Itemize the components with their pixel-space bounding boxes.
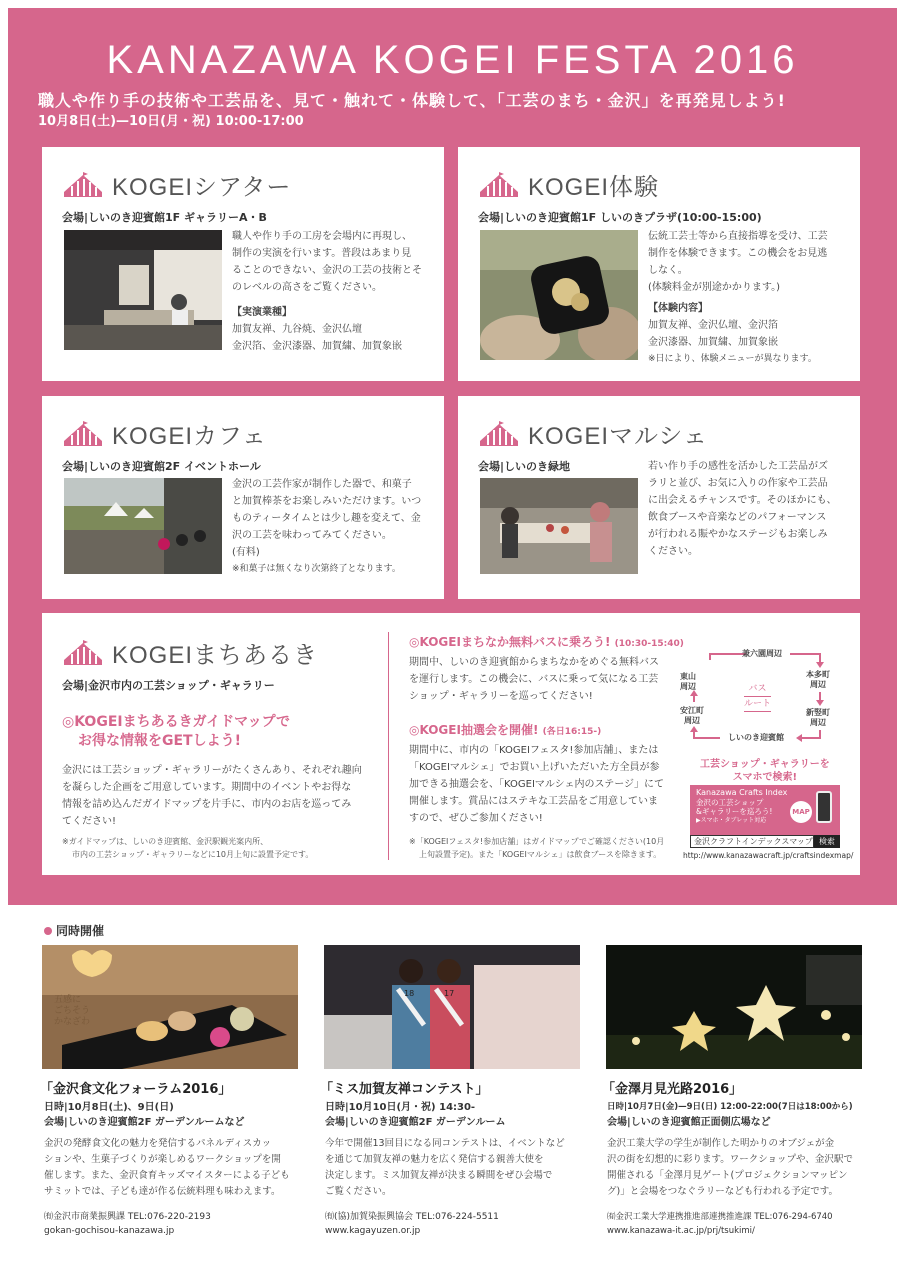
experience-line: 伝統工芸士等から直接指導を受け、工芸 xyxy=(648,231,828,242)
bus-stop-shintatemachi xyxy=(806,708,830,728)
bus-line: ショップ・ギャラリーを巡ってください! xyxy=(409,691,593,702)
guide-line: 金沢には工芸ショップ・ギャラリーがたくさんあり、それぞれ趣向 xyxy=(62,765,362,776)
bus-line: 期間中、しいのき迎賓館からまちなかをめぐる無料バス xyxy=(409,657,659,668)
event-description xyxy=(325,1136,565,1200)
event-contact-line: ㈲(協)加賀染振興協会 TEL:076-224-5511 xyxy=(325,1212,499,1222)
bus-stop-label: 周辺 xyxy=(680,682,696,691)
guide-note-line: 市内の工芸ショップ・ギャラリーなどに10月上旬に設置予定です。 xyxy=(72,850,314,859)
event-date: 日時|10月8日(土)、9日(日) xyxy=(44,1102,174,1113)
map-badge: MAP xyxy=(790,801,812,823)
lottery-note-line: 上旬設置予定)。また「KOGEIマルシェ」は飲食ブースを除きます。 xyxy=(419,850,662,859)
theater-item: 加賀友禅、九谷焼、金沢仏壇 xyxy=(232,324,362,335)
crafts-index-url[interactable]: http://www.kanazawacraft.jp/craftsindexmap/ xyxy=(683,851,854,860)
experience-item: 加賀友禅、金沢仏壇、金沢箔 xyxy=(648,320,778,331)
marche-line: ラリと並び、お気に入りの作家や工芸品 xyxy=(648,478,828,489)
event-meta xyxy=(44,1100,244,1130)
lottery-heading-text: ◎KOGEI抽選会を開催! xyxy=(409,723,539,737)
marche-name: KOGEIマルシェ xyxy=(528,423,708,450)
cafe-line: と加賀棒茶をお楽しみいただけます。いつ xyxy=(232,496,422,507)
guide-description xyxy=(62,762,362,830)
experience-line: しなく。 xyxy=(648,265,688,276)
event-body-line: 決定します。ミス加賀友禅が決まる瞬間をぜひ会場で xyxy=(325,1170,553,1181)
search-term[interactable]: 金沢クラフトインデックスマップ xyxy=(690,835,814,848)
sash-number-right: 17 xyxy=(444,989,455,998)
event-description xyxy=(607,1136,853,1200)
event-title: 「ミス加賀友禅コンテスト」 xyxy=(320,1082,489,1097)
cafe-line: ものティータイムとは少し趣を変えて、金 xyxy=(232,513,421,524)
cafe-name: KOGEIカフェ xyxy=(112,423,267,450)
cafe-line: ※和菓子は無くなり次第終了となります。 xyxy=(232,564,401,574)
theater-line: ることのできない、金沢の工芸の技術とそ xyxy=(232,265,422,276)
machiaruki-logo xyxy=(62,635,318,670)
lottery-line: 期間中に、市内の「KOGEIフェスタ!参加店舗」、または xyxy=(409,745,659,756)
shop-cta-line: スマホで検索! xyxy=(732,772,798,783)
tent-icon xyxy=(62,640,104,666)
bullet-dot-icon xyxy=(44,927,52,935)
theater-card xyxy=(42,147,444,381)
guide-heading-line: お得な情報をGETしよう! xyxy=(78,733,241,749)
event-venue: 会場|しいのき迎賓館2F ガーデンルームなど xyxy=(44,1117,245,1128)
event-body-line: 催します。また、金沢食育キッズマイスターによる子ども xyxy=(44,1170,290,1181)
tent-icon xyxy=(62,421,104,447)
marche-line: ください。 xyxy=(648,546,698,557)
crafts-index-copy-line: &ギャラリーを巡ろう! xyxy=(696,807,773,816)
lottery-note xyxy=(409,835,664,861)
bus-description xyxy=(409,654,659,705)
event-meta xyxy=(607,1100,853,1130)
route-label-line: バス xyxy=(744,682,771,697)
lottery-time: (各日16:15-) xyxy=(542,727,602,737)
crafts-index-copy xyxy=(696,798,772,825)
bus-heading xyxy=(409,633,684,650)
event-title: 「金沢食文化フォーラム2016」 xyxy=(40,1082,232,1097)
tent-icon xyxy=(62,172,104,198)
theater-subhead: 【実演業種】 xyxy=(232,307,292,318)
photo-caption-line: 五感に xyxy=(54,995,82,1005)
tagline: 職人や作り手の技術や工芸品を、見て・触れて・体験して、「工芸のまち・金沢」を再発見しよう! xyxy=(38,91,786,110)
guide-line: を凝らした企画をご用意しています。期間中のイベントやお得な xyxy=(62,782,352,793)
guide-note xyxy=(62,835,313,861)
bus-stop-hondamachi xyxy=(806,670,830,690)
event-contact xyxy=(607,1210,833,1238)
event-body-line: 金沢の発酵食文化の魅力を発信するパネルディスカッ xyxy=(44,1138,272,1149)
bus-time: (10:30-15:40) xyxy=(614,639,684,649)
event-contact xyxy=(44,1210,211,1238)
lottery-line: 開催します。賞品にはステキな工芸品をご用意していま xyxy=(409,796,658,807)
cafe-line: (有料) xyxy=(232,547,260,558)
machiaruki-name: KOGEIまちあるき xyxy=(112,642,319,669)
crafts-index-sub: ▶スマホ・タブレット対応 xyxy=(696,817,767,824)
bus-stop-shiinoki: しいのき迎賓館 xyxy=(728,733,784,742)
bus-stop-label: 新竪町 xyxy=(806,708,830,717)
event-meta xyxy=(325,1100,505,1130)
event-date: 日時|10月7日(金)—9日(日) 12:00-22:00(7日は18:00から) xyxy=(607,1102,853,1112)
machiaruki-venue: 会場|金沢市内の工芸ショップ・ギャラリー xyxy=(62,679,275,692)
event-url[interactable]: gokan-gochisou-kanazawa.jp xyxy=(44,1226,175,1236)
theater-name: KOGEIシアター xyxy=(112,174,292,201)
cafe-venue: 会場|しいのき迎賓館2F イベントホール xyxy=(62,460,261,473)
bus-stop-label: 周辺 xyxy=(684,716,700,725)
cafe-card xyxy=(42,396,444,599)
marche-photo xyxy=(480,478,638,574)
bus-stop-higashiyama xyxy=(680,672,696,692)
marche-venue: 会場|しいのき緑地 xyxy=(478,460,571,473)
event-url[interactable]: www.kagayuzen.or.jp xyxy=(325,1226,421,1236)
event-dates: 10月8日(土)—10日(月・祝) 10:00-17:00 xyxy=(38,114,304,129)
bus-stop-label: 東山 xyxy=(680,672,696,681)
theater-line: 制作の実演を行います。普段はあまり見 xyxy=(232,248,412,259)
theater-photo xyxy=(64,230,222,350)
food-forum-photo xyxy=(42,945,298,1069)
experience-logo xyxy=(478,167,659,202)
event-body-line: 沢の街を幻想的に彩ります。ワークショップや、金沢駅で xyxy=(607,1154,853,1165)
cafe-logo xyxy=(62,416,267,451)
cafe-line: 金沢の工芸作家が制作した器で、和菓子 xyxy=(232,479,412,490)
bus-stop-label: 本多町 xyxy=(806,670,830,679)
bus-route-label xyxy=(744,682,771,712)
photo-caption-line: ごちそう xyxy=(54,1006,91,1016)
sash-number-left: 18 xyxy=(404,989,415,998)
theater-line: のレベルの高さをご覧ください。 xyxy=(232,282,382,293)
experience-card xyxy=(458,147,860,381)
page-title: KANAZAWA KOGEI FESTA 2016 xyxy=(106,38,799,82)
bus-stop-kenrokuen: 兼六園周辺 xyxy=(742,649,782,658)
event-venue: 会場|しいのき迎賓館正面側広場など xyxy=(607,1117,771,1128)
miss-kaga-yuzen-photo xyxy=(324,945,580,1069)
experience-photo xyxy=(480,230,638,360)
guide-heading xyxy=(62,713,290,751)
marche-logo xyxy=(478,416,708,451)
event-contact xyxy=(325,1210,499,1238)
guide-line: 情報を詰め込んだガイドマップを片手に、市内のお店を巡ってみ xyxy=(62,799,352,810)
event-venue: 会場|しいのき迎賓館2F ガーデンルーム xyxy=(325,1117,506,1128)
theater-item: 金沢箔、金沢漆器、加賀繍、加賀象嵌 xyxy=(232,341,402,352)
experience-line: 制作を体験できます。この機会をお見逃 xyxy=(648,248,828,259)
experience-name: KOGEI体験 xyxy=(528,174,660,201)
search-button[interactable]: 検索 xyxy=(814,835,840,848)
event-title: 「金澤月見光路2016」 xyxy=(602,1082,743,1097)
lottery-heading xyxy=(409,721,601,738)
marche-line: に出会えるチャンスです。そのほかにも、 xyxy=(648,495,837,506)
cafe-photo xyxy=(64,478,222,574)
lottery-line: すので、ぜひご参加ください! xyxy=(409,813,543,824)
concurrent-label-text: 同時開催 xyxy=(56,924,105,938)
marche-line: 若い作り手の感性を活かした工芸品がズ xyxy=(648,461,828,472)
bus-heading-text: ◎KOGEIまちなか無料バスに乗ろう! xyxy=(409,635,611,649)
experience-line: (体験料金が別途かかります。) xyxy=(648,282,781,293)
tent-icon xyxy=(478,172,520,198)
event-body-line: サミットでは、子ども達が作る伝統料理も味わえます。 xyxy=(44,1186,281,1197)
event-body-line: 今年で開催13回目になる同コンテストは、イベントなど xyxy=(325,1138,565,1149)
event-contact-line: ㈲金沢市商業振興課 TEL:076-220-2193 xyxy=(44,1212,211,1222)
event-body-line: グ)」と会場をつなぐラリーなども行われる予定です。 xyxy=(607,1186,838,1197)
crafts-index-copy-line: 金沢の工芸ショップ xyxy=(696,798,764,807)
theater-logo xyxy=(62,167,291,202)
bus-route-map xyxy=(680,649,840,752)
theater-description xyxy=(232,228,422,355)
event-body-line: 開催される「金澤月見ゲート(プロジェクションマッピン xyxy=(607,1170,848,1181)
concurrent-section-label xyxy=(44,922,104,939)
shop-cta-line: 工芸ショップ・ギャラリーを xyxy=(700,759,830,770)
smartphone-icon xyxy=(816,791,832,823)
column-divider xyxy=(388,632,389,860)
marche-line: が行われる賑やかなステージもお楽しみ xyxy=(648,529,828,540)
bus-line: を運行します。この機会に、バスに乗って気になる工芸 xyxy=(409,674,659,685)
guide-heading-line: ◎KOGEIまちあるきガイドマップで xyxy=(62,714,291,730)
event-contact-line: ㈲金沢工業大学連携推進部連携推進課 TEL:076-294-6740 xyxy=(607,1212,833,1222)
event-body-line: 金沢工業大学の学生が制作した明かりのオブジェが金 xyxy=(607,1138,835,1149)
marche-card xyxy=(458,396,860,599)
marche-description xyxy=(648,458,837,560)
shop-search-cta xyxy=(700,758,830,784)
event-description xyxy=(44,1136,290,1200)
route-label-line: ルート xyxy=(744,697,771,712)
event-body-line: ご覧ください。 xyxy=(325,1186,392,1197)
lottery-note-line: ※「KOGEIフェスタ!参加店舗」はガイドマップでご確認ください(10月 xyxy=(409,837,665,846)
bus-stop-label: 周辺 xyxy=(810,680,826,689)
guide-note-line: ※ガイドマップは、しいのき迎賓館、金沢駅観光案内所、 xyxy=(62,837,269,846)
lottery-line: 加できる抽選会を、「KOGEIマルシェ内のステージ」にて xyxy=(409,779,665,790)
event-body-line: ションや、生菓子づくりが楽しめるワークショップを開 xyxy=(44,1154,281,1165)
event-date: 日時|10月10日(月・祝) 14:30- xyxy=(325,1102,476,1113)
tent-icon xyxy=(478,421,520,447)
marche-line: 飲食ブースや音楽などのパフォーマンス xyxy=(648,512,827,523)
experience-venue: 会場|しいのき迎賓館1F しいのきプラザ(10:00-15:00) xyxy=(478,211,762,224)
bus-stop-label: 安江町 xyxy=(680,706,704,715)
crafts-index-search[interactable] xyxy=(690,835,840,848)
event-body-line: を通じて加賀友禅の魅力を広く発信する親善大使を xyxy=(325,1154,544,1165)
crafts-index-title: Kanazawa Crafts Index xyxy=(696,788,788,797)
lottery-description xyxy=(409,742,664,827)
experience-item: ※日により、体験メニューが異なります。 xyxy=(648,354,817,364)
event-url[interactable]: www.kanazawa-it.ac.jp/prj/tsukimi/ xyxy=(607,1226,755,1236)
experience-subhead: 【体験内容】 xyxy=(648,303,708,314)
food-forum-photo-caption xyxy=(54,995,90,1028)
theater-line: 職人や作り手の工房を会場内に再現し、 xyxy=(232,231,412,242)
bus-stop-label: 周辺 xyxy=(810,718,826,727)
cafe-description xyxy=(232,476,421,578)
experience-item: 金沢漆器、加賀繍、加賀象嵌 xyxy=(648,337,778,348)
crafts-index-banner[interactable] xyxy=(690,785,840,835)
guide-line: てください! xyxy=(62,816,117,827)
tsukimi-photo xyxy=(606,945,862,1069)
photo-caption-line: かなざわ xyxy=(54,1017,91,1027)
lottery-line: 「KOGEIマルシェ」でお買い上げいただいた方全員が参 xyxy=(409,762,660,773)
cafe-line: 沢の工芸を味わってみてください。 xyxy=(232,530,392,541)
bus-stop-yasuemachi xyxy=(680,706,704,726)
experience-description xyxy=(648,228,828,368)
theater-venue: 会場|しいのき迎賓館1F ギャラリーA・B xyxy=(62,211,267,224)
